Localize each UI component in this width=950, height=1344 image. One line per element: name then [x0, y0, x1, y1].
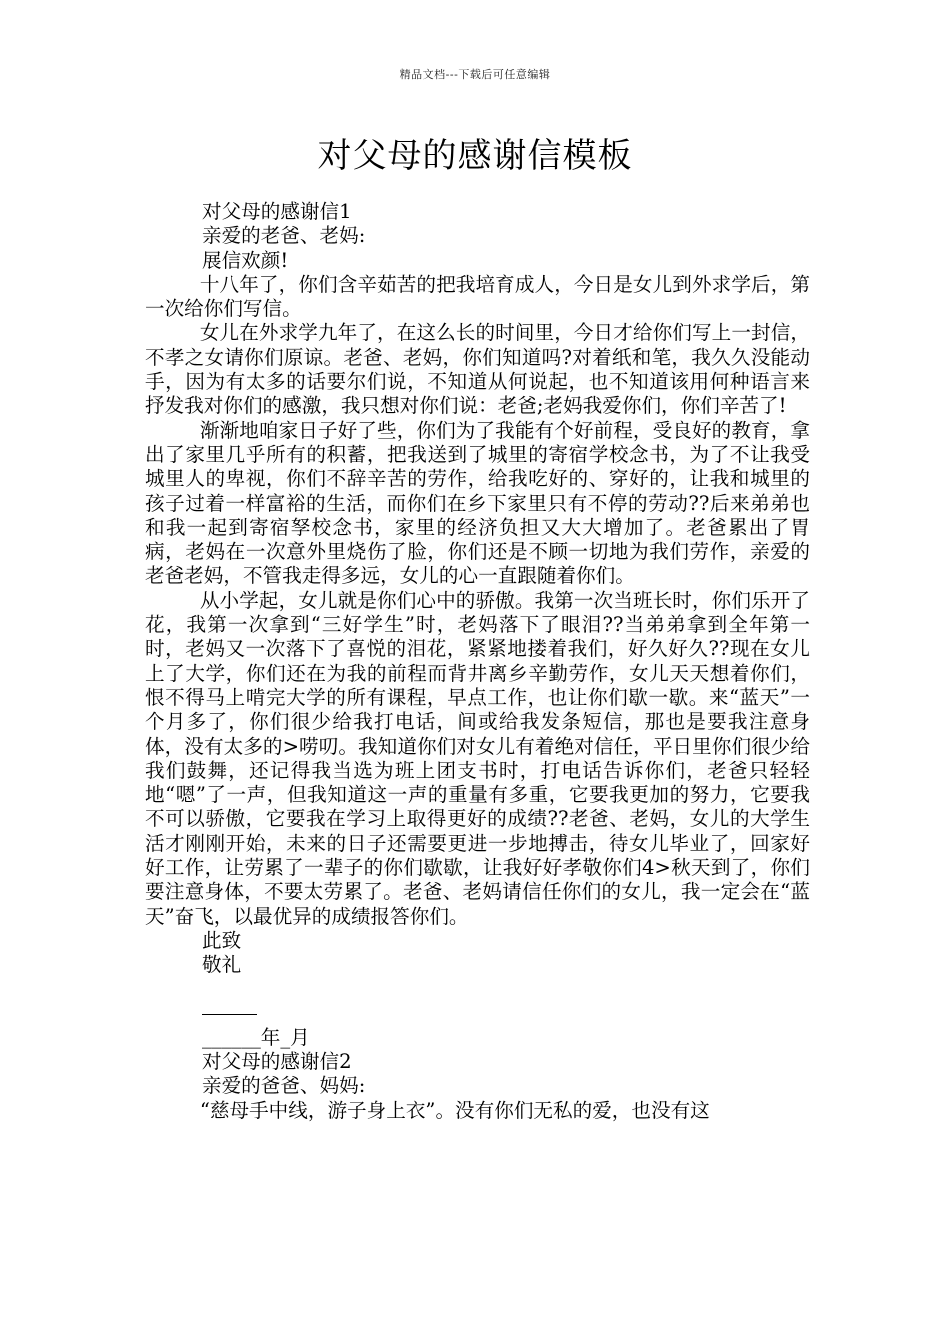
- header-note: 精品文档---下载后可任意编辑: [399, 68, 551, 81]
- letter1-greeting: 展信欢颜!: [202, 248, 289, 272]
- letter1-paragraph: 十八年了，你们含辛茹苦的把我培育成人，今日是女儿到外求学后，第一次给你们写信。: [145, 272, 810, 321]
- letter2-paragraph: “慈母手中线，游子身上衣”。没有你们无私的爱，也没有这: [199, 1098, 710, 1122]
- letter1-paragraph: 渐渐地咱家日子好了些，你们为了我能有个好前程，受良好的教育，拿出了家里几乎所有的积蓄，把我送到了城里的寄宿学校念书，为了不让我受城里人的卑视，你们不辞辛苦的劳作，给我吃好的、穿好的，让我和城里的孩子过着一样富裕的生活，而你们在乡下家里只有不停的劳动??后来弟弟也和我一起到寄宿孥校念书，家里的经济负担又大大增加了。老爸累出了胃病，老妈在一次意外里烧伤了脸，你们还是不顾一切地为我们劳作，亲爱的老爸老妈，不管我走得多远，女儿的心一直跟随着你们。: [145, 418, 810, 588]
- letter1-salutation: 亲爱的老爸、老妈:: [202, 224, 366, 248]
- signature-blank: [202, 1002, 257, 1015]
- letter1-closing-1: 此致: [202, 928, 242, 952]
- letter1-closing-2: 敬礼: [202, 953, 242, 977]
- document-body: [145, 200, 810, 1123]
- letter1-heading: 对父母的感谢信1: [202, 200, 352, 223]
- letter1-paragraph: 女儿在外求学九年了，在这么长的时间里，今日才给你们写上一封信，不孝之女请你们原谅。老爸、老妈，你们知道吗?对着纸和笔，我久久没能动手，因为有太多的话要尔们说，不知道从何说起，也不知道该用何种语言来抒发我对你们的感激，我只想对你们说：老爸;老妈我爱你们，你们辛苦了!: [145, 321, 810, 418]
- signature-line: [145, 1002, 810, 1026]
- letter2-salutation: 亲爱的爸爸、妈妈:: [202, 1074, 366, 1098]
- document-title: 对父母的感谢信模板: [317, 136, 633, 176]
- letter2-heading: 对父母的感谢信2: [202, 1050, 352, 1074]
- blank-line: [145, 978, 810, 1002]
- letter1-date-line: ______年_月: [202, 1025, 310, 1049]
- letter1-paragraph: 从小学起，女儿就是你们心中的骄傲。我第一次当班长时，你们乐开了花，我第一次拿到“三好学生”时，老妈落下了眼泪??当弟弟拿到全年第一时，老妈又一次落下了喜悦的泪花，紧紧地搂着我们，好久好久??现在女儿上了大学，你们还在为我的前程而背井离乡辛勤劳作，女儿天天想着你们，恨不得马上啃完大学的所有课程，早点工作，也让你们歇一歇。来“蓝天”一个月多了，你们很少给我打电话，间或给我发条短信，那也是要我注意身体，没有太多的>唠叨。我知道你们对女儿有着绝对信任，平日里你们很少给我们鼓舞，还记得我当选为班上团支书时，打电话告诉你们，老爸只轻轻地“嗯”了一声，但我知道这一声的重量有多重，它要我更加的努力，它要我不可以骄傲，它要我在学习上取得更好的成绩??老爸、老妈，女儿的大学生活才刚刚开始，未来的日子还需要更进一步地搏击，待女儿毕业了，回家好好工作，让劳累了一辈子的你们歇歇，让我好好孝敬你们4>秋天到了，你们要注意身体，不要太劳累了。老爸、老妈请信任你们的女儿，我一定会在“蓝天”奋飞，以最优异的成绩报答你们。: [145, 588, 810, 928]
